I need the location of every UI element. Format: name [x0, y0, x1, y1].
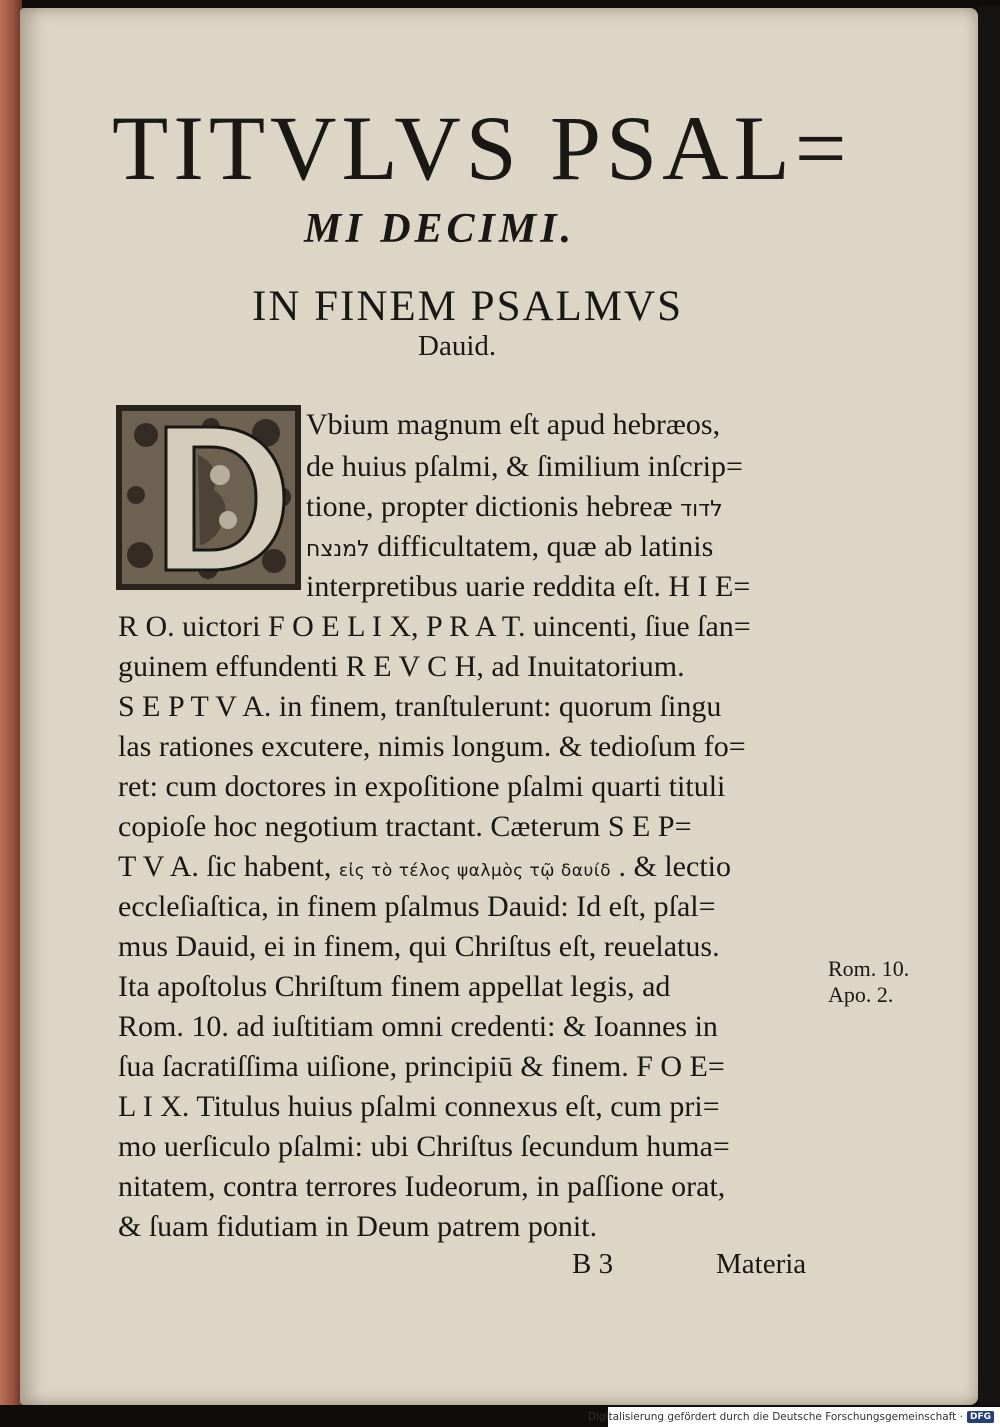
book-spine [0, 0, 22, 1405]
greek-phrase: εἰς τὸ τέλος ψαλμὸς τῷ δαυίδ [338, 861, 612, 881]
scan-background [978, 6, 1000, 1405]
dfg-logo: DFG [967, 1411, 994, 1423]
body-line-12-text: T V A. ſic habent, [118, 850, 332, 883]
body-line-10: ret: cum doctores in expoſitione pſalmi quarti tituli [118, 770, 726, 803]
body-line-7: guinem effundenti R E V C H, ad Inuitatorium. [118, 650, 685, 683]
body-line-20: nitatem, contra terrores Iudeorum, in paſſione orat, [118, 1170, 726, 1203]
body-line-16: Rom. 10. ad iuſtitiam omni credenti: & Ioannes in [118, 1010, 718, 1043]
credit-text: Digitalisierung gefördert durch die Deutsche Forschungsgemeinschaft · [587, 1411, 963, 1423]
body-line-11: copioſe hoc negotium tractant. Cæterum S E P= [118, 810, 692, 843]
body-line-12-end: . & lectio [618, 850, 731, 883]
body-line-9: las rationes excutere, nimis longum. & tedioſum fo= [118, 730, 746, 763]
body-line-13: eccleſiaſtica, in finem pſalmus Dauid: Id eſt, pſal= [118, 890, 716, 923]
catchword: Materia [716, 1248, 807, 1280]
body-line-18: L I X. Titulus huius pſalmi connexus eſt, cum pri= [118, 1090, 720, 1123]
body-line-15: Ita apoſtolus Chriſtum finem appellat legis, ad [118, 970, 671, 1003]
signature-mark: B 3 [572, 1248, 614, 1280]
body-line-3 [306, 492, 723, 522]
body-line-2: de huius pſalmi, & ſimilium inſcrip= [306, 450, 743, 483]
body-line-3-text: tione, propter dictionis hebreæ [306, 490, 673, 523]
digitization-credit [587, 1407, 1000, 1427]
body-line-21: & ſuam fidutiam in Deum patrem ponit. [118, 1210, 598, 1243]
body-line-8: S E P T V A. in finem, tranſtulerunt: quorum ſingu [118, 690, 722, 723]
body-line-19: mo uerſiculo pſalmi: ubi Chriſtus ſecundum huma= [118, 1130, 730, 1163]
hebrew-word-dauid: לדוד [680, 497, 723, 522]
body-line-6: R O. uictori F O E L I X, P R A T. uincenti, ſiue ſan= [118, 610, 751, 643]
hebrew-word-lamenatzeach: למנצח [306, 537, 370, 562]
body-line-17: ſua ſacratiſſima uiſione, principiū & finem. F O E= [118, 1050, 725, 1083]
decorated-initial-d [116, 405, 301, 590]
page-subtitle: MI DECIMI. [304, 206, 576, 252]
body-line-12 [118, 852, 731, 882]
page-title: TITVLVS PSAL= [112, 97, 852, 199]
margin-note-apo: Apo. 2. [828, 982, 894, 1007]
body-line-14: mus Dauid, ei in finem, qui Chriſtus eſt, reuelatus. [118, 930, 720, 963]
margin-note-rom: Rom. 10. [828, 956, 910, 981]
section-heading-author: Dauid. [418, 330, 497, 362]
body-line-1: Vbium magnum eſt apud hebræos, [306, 408, 721, 441]
section-heading: IN FINEM PSALMVS [252, 283, 684, 330]
body-line-4 [306, 532, 713, 562]
body-line-5: interpretibus uarie reddita eſt. H I E= [306, 570, 751, 603]
body-line-4-text: difficultatem, quæ ab latinis [377, 530, 714, 563]
